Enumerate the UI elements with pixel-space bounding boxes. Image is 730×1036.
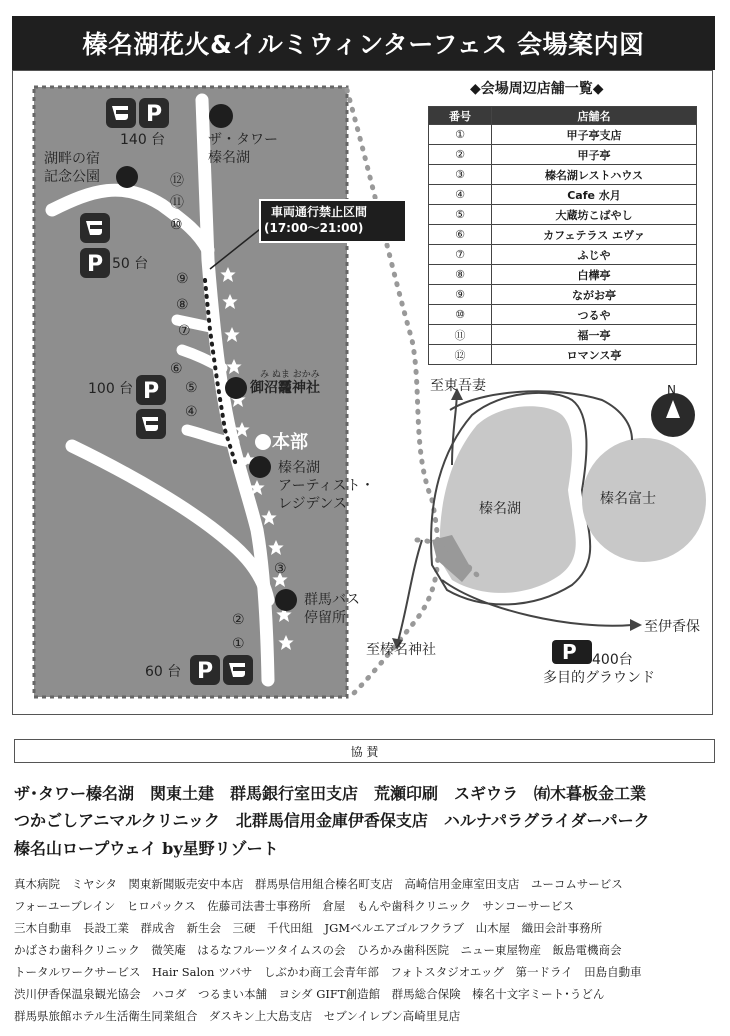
- sponsor-heading-box: [14, 739, 715, 763]
- shop-name: つるや: [492, 305, 697, 325]
- shop-name: 大蔵坊こばやし: [492, 205, 697, 225]
- kohan-marker: [116, 166, 138, 188]
- shop-name: 福一亭: [492, 325, 697, 345]
- shop-list-title: ◆会場周辺店舗一覧◆: [470, 81, 604, 97]
- map-shop-2: ②: [232, 612, 245, 628]
- shop-name: ロマンス亭: [492, 345, 697, 365]
- shop-name: 榛名湖レストハウス: [492, 165, 697, 185]
- table-row: [429, 265, 697, 285]
- sponsor-minor-line: フォーユーブレイン ヒロパックス 佐藤司法書士事務所 倉屋 もんや歯科クリニック サンコーサービス: [14, 899, 574, 913]
- table-row: [429, 305, 697, 325]
- shop-number: ⑦: [429, 245, 492, 265]
- label-shrine: 御沼龗神社: [250, 380, 320, 396]
- map-shop-3: ③: [274, 561, 287, 577]
- label-tower-2: 榛名湖: [208, 150, 250, 166]
- shop-name: Cafe 水月: [492, 185, 697, 205]
- map-shop-10: ⑩: [170, 217, 183, 233]
- label-shrine-ruby: み ぬま おかみ: [260, 370, 320, 380]
- label-to-agatsuma: 至東吾妻: [430, 378, 486, 394]
- sponsor-major-line: つかごしアニマルクリニック 北群馬信用金庫伊香保支店 ハルナパラグライダーパーク: [14, 811, 650, 830]
- label-bus-2: 停留所: [304, 610, 346, 626]
- header-shop-name: 店舗名: [492, 107, 697, 125]
- sponsor-major-line: ザ･タワー榛名湖 関東土建 群馬銀行室田支店 荒瀬印刷 スギウラ ㈲木暮板金工業: [14, 784, 647, 803]
- hq-marker: [255, 434, 271, 450]
- arrow-ikaho-icon: [630, 619, 642, 631]
- svg-text:P: P: [142, 379, 160, 404]
- label-bus-1: 群馬バス: [304, 592, 360, 608]
- map-shop-9: ⑨: [176, 271, 189, 287]
- shop-number: ⑩: [429, 305, 492, 325]
- label-parking-140: 140 台: [120, 132, 166, 148]
- bus-stop-marker: [275, 589, 297, 611]
- label-fuji: 榛名富士: [600, 491, 656, 507]
- label-kohan-2: 記念公園: [44, 169, 100, 185]
- shop-number: ⑨: [429, 285, 492, 305]
- shop-name: ながお亭: [492, 285, 697, 305]
- map-shop-5: ⑤: [185, 380, 198, 396]
- map-shop-7: ⑦: [178, 323, 191, 339]
- table-row: [429, 345, 697, 365]
- table-row: [429, 185, 697, 205]
- sponsor-minor-line: トータルワークサービス Hair Salon ツバサ しぶかわ商工会青年部 フォトスタジオエッグ 第一ドライ 田島自動車: [14, 965, 642, 979]
- label-closed-time: (17:00～21:00): [264, 221, 364, 235]
- label-ground: 多目的グラウンド: [543, 670, 655, 686]
- shop-number: ②: [429, 145, 492, 165]
- shop-number: ④: [429, 185, 492, 205]
- shop-number: ③: [429, 165, 492, 185]
- map-shop-11: ⑪: [170, 195, 184, 211]
- shop-list-table: [428, 106, 697, 365]
- tower-marker: [209, 104, 233, 128]
- label-parking-50: 50 台: [112, 256, 149, 272]
- table-row: [429, 205, 697, 225]
- label-closed-section: 車両通行禁止区間: [271, 205, 368, 219]
- table-row: [429, 285, 697, 305]
- label-artist-3: レジデンス: [278, 496, 347, 512]
- label-to-shrine: 至榛名神社: [366, 642, 436, 658]
- shrine-marker: [225, 377, 247, 399]
- shop-name: カフェテラス エヴァ: [492, 225, 697, 245]
- label-kohan-1: 湖畔の宿: [44, 151, 100, 167]
- label-artist-2: アーティスト・: [278, 478, 375, 494]
- shop-number: ⑪: [429, 325, 492, 345]
- label-parking-100: 100 台: [88, 381, 134, 397]
- sponsor-major-line: 榛名山ロープウェイ by星野リゾート: [14, 839, 279, 858]
- artist-marker: [249, 456, 271, 478]
- sponsor-minor-line: 真木病院 ミヤシタ 関東新聞販売安中本店 群馬県信用組合榛名町支店 高崎信用金庫室田支店 ユーコムサービス: [14, 877, 623, 891]
- map-shop-12: ⑫: [170, 173, 184, 189]
- title-banner: [12, 16, 715, 70]
- parking-400-letter: P: [562, 640, 577, 664]
- shop-number: ⑫: [429, 345, 492, 365]
- table-row: [429, 245, 697, 265]
- label-lake: 榛名湖: [479, 501, 521, 517]
- label-tower-1: ザ・タワー: [208, 132, 278, 148]
- shop-number: ⑤: [429, 205, 492, 225]
- label-parking-400: 400台: [592, 652, 633, 668]
- route-dotted: [347, 90, 438, 695]
- shop-number: ⑧: [429, 265, 492, 285]
- road-agatsuma: [452, 390, 457, 465]
- shop-list-header-row: [429, 107, 697, 125]
- label-north: N: [667, 383, 676, 397]
- sponsor-heading: 協 賛: [350, 744, 379, 759]
- label-parking-60: 60 台: [145, 664, 182, 680]
- shop-name: 白樺亭: [492, 265, 697, 285]
- sponsor-minor-line: 渋川伊香保温泉観光協会 ハコダ つるまい本舗 ヨシダ GIFT創造館 群馬総合保険 榛名十文字ミート･うどん: [14, 987, 605, 1001]
- map-shop-8: ⑧: [176, 297, 189, 313]
- table-row: [429, 165, 697, 185]
- label-hq: 本部: [272, 432, 308, 453]
- sponsor-minor-line: 三木自動車 長設工業 群成舎 新生会 三硬 千代田組 JGMベルエアゴルフクラブ 山木屋 織田会計事務所: [14, 921, 603, 935]
- header-number: 番号: [429, 107, 492, 125]
- shop-name: ふじや: [492, 245, 697, 265]
- label-artist-1: 榛名湖: [278, 460, 320, 476]
- shop-number: ①: [429, 125, 492, 145]
- shop-number: ⑥: [429, 225, 492, 245]
- table-row: [429, 325, 697, 345]
- sponsor-minor-line: かばさわ歯科クリニック 微笑庵 はるなフルーツタイムスの会 ひろかみ歯科医院 ニュー東屋物産 飯島電機商会: [14, 943, 622, 957]
- label-to-ikaho: 至伊香保: [644, 619, 700, 635]
- shop-name: 甲子亭: [492, 145, 697, 165]
- sponsor-minor-line: 群馬県旅館ホテル生活衛生同業組合 ダスキン上大島支店 セブンイレブン高崎里見店: [14, 1009, 461, 1023]
- map-shop-6: ⑥: [170, 361, 183, 377]
- table-row: [429, 145, 697, 165]
- page-title: 榛名湖花火&イルミウィンターフェス 会場案内図: [82, 30, 645, 59]
- table-row: [429, 125, 697, 145]
- shop-name: 甲子亭支店: [492, 125, 697, 145]
- map-shop-1: ①: [232, 636, 245, 652]
- svg-text:P: P: [145, 102, 163, 127]
- map-shop-4: ④: [185, 404, 198, 420]
- road-shrine: [397, 540, 422, 645]
- svg-text:P: P: [196, 659, 214, 684]
- table-row: [429, 225, 697, 245]
- svg-text:P: P: [86, 252, 104, 277]
